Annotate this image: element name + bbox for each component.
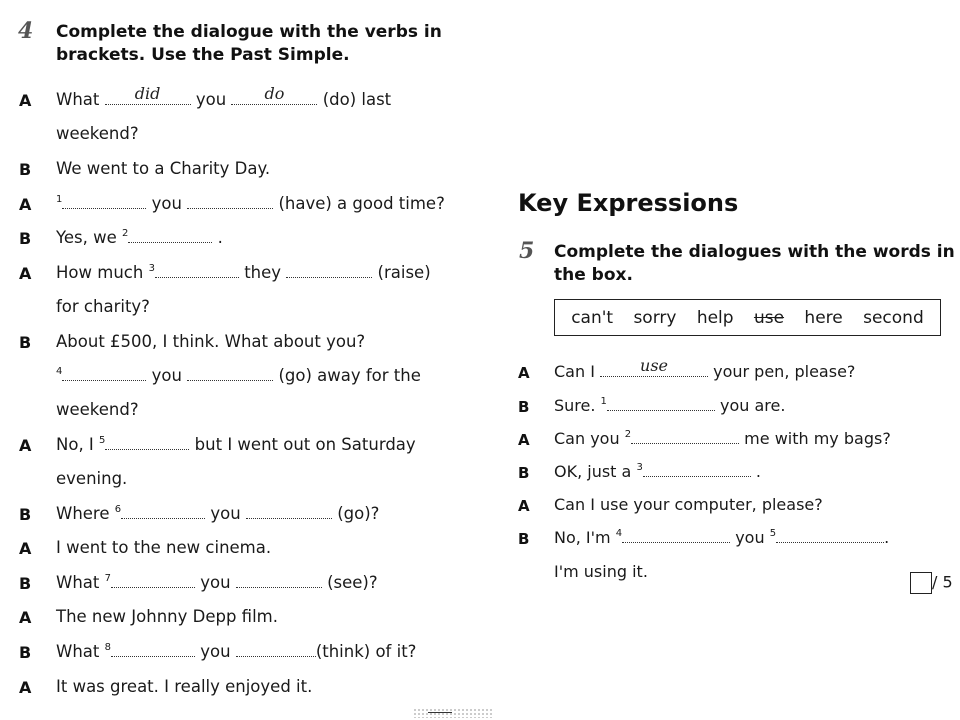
speaker-label: B bbox=[518, 398, 530, 416]
word-box-item: here bbox=[804, 307, 843, 328]
speaker-label: B bbox=[19, 505, 32, 524]
instruction-line: Complete the dialogues with the words in bbox=[554, 242, 955, 262]
gap-number: 5 bbox=[769, 528, 777, 539]
dialogue-continuation: for charity? bbox=[56, 297, 150, 316]
speaker-label: A bbox=[518, 497, 530, 515]
dialogue-text: . bbox=[217, 228, 223, 247]
word-box-item: second bbox=[863, 307, 924, 328]
dialogue-line: About £500, I think. What about you? bbox=[56, 332, 366, 351]
score-total: / 5 bbox=[932, 572, 953, 592]
gap-number: 2 bbox=[122, 228, 129, 239]
gap-number: 6 bbox=[114, 504, 122, 515]
section-title: Key Expressions bbox=[518, 189, 739, 217]
speaker-label: B bbox=[19, 643, 32, 662]
answer-blank[interactable] bbox=[105, 84, 191, 105]
dialogue-text: you bbox=[195, 90, 227, 109]
dialogue-text: they bbox=[244, 263, 282, 282]
speaker-label: B bbox=[19, 333, 32, 352]
gap-number: 4 bbox=[615, 528, 623, 539]
dialogue-text: How much bbox=[56, 263, 144, 282]
dialogue-continuation: I'm using it. bbox=[554, 562, 648, 581]
dialogue-text: (think) of it? bbox=[315, 642, 417, 661]
speaker-label: A bbox=[19, 608, 32, 627]
word-box-item: help bbox=[696, 307, 734, 328]
dialogue-text: No, I bbox=[56, 435, 94, 454]
speaker-label: A bbox=[518, 431, 530, 449]
dialogue-line bbox=[554, 462, 761, 481]
dialogue-line bbox=[554, 356, 856, 381]
answer-blank[interactable] bbox=[236, 642, 316, 657]
answer-blank[interactable] bbox=[187, 366, 273, 381]
dialogue-text: . bbox=[755, 462, 761, 481]
speaker-label: A bbox=[19, 436, 32, 455]
dialogue-line bbox=[56, 194, 445, 213]
gap-number: 5 bbox=[99, 435, 106, 446]
instruction-line: Complete the dialogue with the verbs in bbox=[56, 22, 442, 42]
dialogue-line bbox=[56, 435, 416, 454]
dialogue-text: you bbox=[151, 366, 182, 385]
score-box bbox=[910, 572, 953, 594]
gap-number: 3 bbox=[636, 462, 643, 473]
dialogue-text: (go) away for the bbox=[278, 366, 421, 385]
instruction-line: the box. bbox=[554, 265, 633, 285]
answer-blank[interactable] bbox=[105, 435, 189, 450]
answer-blank[interactable] bbox=[62, 366, 146, 381]
gap-number: 3 bbox=[148, 263, 155, 274]
exercise-instruction bbox=[56, 21, 442, 67]
speaker-label: B bbox=[518, 530, 530, 548]
dialogue-text: but I went out on Saturday bbox=[194, 435, 416, 454]
dialogue-text: you bbox=[200, 573, 231, 592]
dialogue-line bbox=[56, 84, 392, 109]
dialogue-text: (go)? bbox=[337, 504, 380, 523]
word-box-item-used: use bbox=[753, 307, 785, 328]
dialogue-text: Yes, we bbox=[56, 228, 117, 247]
dialogue-continuation: weekend? bbox=[56, 400, 139, 419]
gap-number: 1 bbox=[56, 194, 63, 205]
dialogue-text: What bbox=[56, 642, 100, 661]
dialogue-text: What bbox=[56, 90, 100, 109]
answer-blank[interactable] bbox=[62, 194, 146, 209]
answer-blank[interactable] bbox=[246, 504, 332, 519]
exercise-instruction bbox=[554, 241, 955, 287]
speaker-label: B bbox=[19, 229, 32, 248]
dialogue-line bbox=[56, 642, 416, 661]
dialogue-text: Can you bbox=[554, 429, 620, 448]
dialogue-text: you are. bbox=[720, 396, 786, 415]
answer-blank[interactable] bbox=[155, 263, 239, 278]
speaker-label: A bbox=[518, 364, 530, 382]
dialogue-text: . bbox=[884, 528, 890, 547]
answer-blank[interactable] bbox=[111, 642, 195, 657]
answer-blank[interactable] bbox=[600, 356, 708, 377]
speaker-label: A bbox=[19, 539, 32, 558]
gap-number: 2 bbox=[624, 429, 632, 440]
answer-blank[interactable] bbox=[236, 573, 322, 588]
gap-number: 7 bbox=[104, 573, 111, 584]
dialogue-text: you bbox=[151, 194, 182, 213]
gap-number: 1 bbox=[600, 396, 607, 407]
dialogue-text: (have) a good time? bbox=[278, 194, 445, 213]
answer-blank[interactable] bbox=[121, 504, 205, 519]
dialogue-continuation: weekend? bbox=[56, 124, 139, 143]
dialogue-text: you bbox=[200, 642, 231, 661]
answer-blank[interactable] bbox=[187, 194, 273, 209]
dialogue-continuation: evening. bbox=[56, 469, 128, 488]
dialogue-line bbox=[56, 573, 378, 592]
dialogue-line: We went to a Charity Day. bbox=[56, 159, 271, 178]
answer-blank[interactable] bbox=[231, 84, 317, 105]
answer-blank[interactable] bbox=[776, 528, 884, 543]
answer-blank[interactable] bbox=[607, 396, 715, 411]
score-input[interactable] bbox=[910, 572, 932, 594]
answer-blank[interactable] bbox=[631, 429, 739, 444]
dialogue-text: OK, just a bbox=[554, 462, 632, 481]
dialogue-line bbox=[554, 528, 889, 547]
exercise-number: 5 bbox=[519, 238, 535, 264]
dialogue-line bbox=[56, 366, 421, 385]
dialogue-line bbox=[56, 228, 223, 247]
answer-blank[interactable] bbox=[111, 573, 195, 588]
dialogue-line: Can I use your computer, please? bbox=[554, 495, 823, 514]
dialogue-text: me with my bags? bbox=[744, 429, 891, 448]
word-box-item: sorry bbox=[633, 307, 677, 328]
dialogue-text: you bbox=[210, 504, 241, 523]
dialogue-text: Can I bbox=[554, 362, 595, 381]
dialogue-text: (raise) bbox=[377, 263, 431, 282]
page-decoration-line bbox=[428, 712, 452, 713]
dialogue-text: What bbox=[56, 573, 100, 592]
word-box-item: can't bbox=[571, 307, 614, 328]
answer-blank[interactable] bbox=[622, 528, 730, 543]
dialogue-line bbox=[56, 263, 431, 282]
answer-blank[interactable] bbox=[286, 263, 372, 278]
handwritten-answer: do bbox=[264, 84, 285, 103]
speaker-label: B bbox=[19, 574, 32, 593]
dialogue-text: (do) last bbox=[322, 90, 392, 109]
dialogue-line: I went to the new cinema. bbox=[56, 538, 272, 557]
dialogue-text: you bbox=[735, 528, 765, 547]
speaker-label: B bbox=[518, 464, 530, 482]
speaker-label: A bbox=[19, 195, 32, 214]
dialogue-line bbox=[56, 504, 379, 523]
page-decoration bbox=[413, 708, 493, 718]
dialogue-line: The new Johnny Depp film. bbox=[56, 607, 278, 626]
handwritten-answer: use bbox=[640, 356, 668, 375]
dialogue-text: Where bbox=[56, 504, 110, 523]
instruction-line: brackets. Use the Past Simple. bbox=[56, 45, 350, 65]
answer-blank[interactable] bbox=[643, 462, 751, 477]
speaker-label: A bbox=[19, 264, 32, 283]
word-box bbox=[554, 299, 941, 336]
dialogue-line bbox=[554, 396, 785, 415]
gap-number: 4 bbox=[56, 366, 63, 377]
answer-blank[interactable] bbox=[128, 228, 212, 243]
gap-number: 8 bbox=[104, 642, 111, 653]
handwritten-answer: did bbox=[134, 84, 161, 103]
dialogue-text: your pen, please? bbox=[713, 362, 856, 381]
dialogue-line bbox=[554, 429, 891, 448]
dialogue-text: Sure. bbox=[554, 396, 596, 415]
speaker-label: A bbox=[19, 678, 32, 697]
speaker-label: B bbox=[19, 160, 32, 179]
dialogue-text: No, I'm bbox=[554, 528, 611, 547]
exercise-number: 4 bbox=[18, 18, 34, 44]
dialogue-line: It was great. I really enjoyed it. bbox=[56, 677, 313, 696]
dialogue-text: (see)? bbox=[327, 573, 378, 592]
speaker-label: A bbox=[19, 91, 32, 110]
